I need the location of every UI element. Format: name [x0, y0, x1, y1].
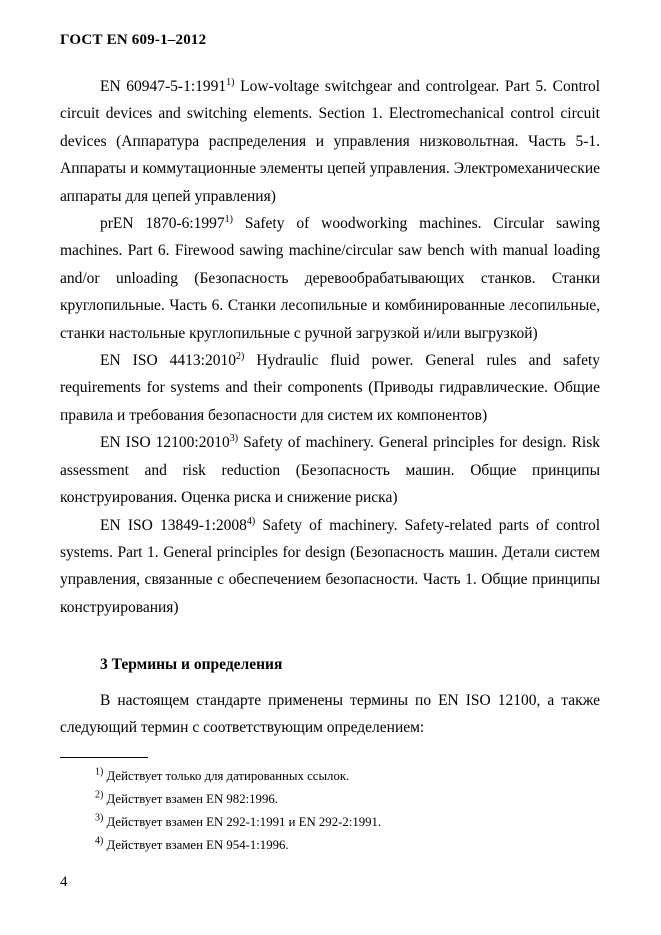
doc-title: ГОСТ EN 609-1–2012 [60, 32, 207, 48]
reference-text: Safety of woodworking machines. Circular sawing machines. Part 6. Firewood sawing machine/circular saw bench with manual loading and/or unloading (Безопасность деревообрабатывающих станков. Станки круглопильные. Часть 6. Станки лесопильные и комбинированные лесопильные, станки настольные круглопильные с ручной загрузкой и/или выгрузкой) [60, 215, 600, 342]
footnote-marker: 1) [224, 213, 234, 225]
references-list [60, 73, 600, 621]
reference-paragraph [60, 73, 600, 210]
reference-paragraph [60, 347, 600, 429]
footnote-text: Действует только для датированных ссылок. [106, 769, 350, 784]
reference-paragraph [60, 512, 600, 622]
standard-ref: EN 60947-5-1:1991 [100, 78, 227, 95]
footnote-marker: 4) [95, 836, 104, 848]
reference-paragraph [60, 210, 600, 347]
footnote [60, 765, 600, 788]
footnote-marker: 2) [95, 790, 104, 802]
footnote [60, 788, 600, 811]
footnote [60, 834, 600, 857]
footnote-separator [60, 757, 148, 758]
footnote-marker: 1) [226, 76, 235, 88]
reference-text: Safety of machinery. General principles for design. Risk assessment and risk reduction (Безопасность машин. Общие принципы конструирования. Оценка риска и снижение риска) [60, 434, 600, 507]
standard-ref: EN ISO 4413:2010 [100, 352, 236, 370]
page-number: 4 [60, 874, 68, 890]
reference-text: Low-voltage switchgear and controlgear. Part 5. Control circuit devices and switching elements. Section 1. Electromechanical control circuit devices (Аппаратура распределения и управления низковольтная. Часть 5-1. Аппараты и коммутационные элементы цепей управления. Электромеханические аппараты для цепей управления) [60, 78, 601, 205]
section-heading: 3 Термины и определения [100, 656, 283, 674]
page-footer [60, 873, 600, 891]
standard-ref: EN ISO 12100:2010 [100, 434, 230, 452]
standard-ref: EN ISO 13849-1:2008 [100, 516, 247, 534]
section-paragraph: В настоящем стандарте применены термины по EN ISO 12100, а также следующий термин с соответствующим определением: [60, 691, 600, 736]
footnote-marker: 3) [229, 433, 239, 445]
footnote-text: Действует взамен EN 954-1:1996. [106, 838, 289, 853]
footnote-marker: 2) [235, 350, 245, 362]
footnote-marker: 4) [246, 515, 256, 527]
footnote [60, 811, 600, 834]
reference-text: Safety of machinery. Safety-related parts of control systems. Part 1. General principles for design (Безопасность машин. Детали систем управления, связанные с обеспечением безопасности. Часть 1. Общие принципы конструирования) [60, 516, 600, 616]
footnote-marker: 1) [95, 767, 104, 779]
footnotes-block [60, 757, 600, 857]
standard-ref: prEN 1870-6:1997 [100, 215, 225, 233]
footnote-text: Действует взамен EN 982:1996. [106, 792, 278, 807]
reference-text: Hydraulic fluid power. General rules and safety requirements for systems and their components (Приводы гидравлические. Общие правила и требования безопасности для систем их компонентов) [60, 352, 601, 424]
reference-paragraph [60, 429, 600, 511]
footnote-marker: 3) [95, 813, 104, 825]
footnote-text: Действует взамен EN 292-1:1991 и EN 292-2:1991. [106, 815, 382, 830]
